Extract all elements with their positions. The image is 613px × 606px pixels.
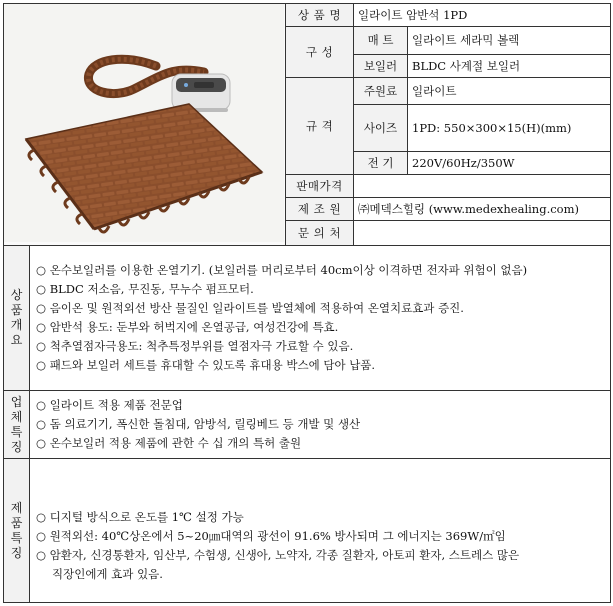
list-item: ○ BLDC 저소음, 무진동, 무누수 펌프모터. — [36, 282, 254, 296]
section-product-features-body — [30, 459, 611, 603]
list-item: ○ 일라이트 적용 제품 전문업 — [36, 398, 183, 412]
spec-material-value: 일라이트 — [408, 77, 611, 105]
list-item-continuation: 직장인에게 효과 있음. — [52, 566, 163, 581]
spec-power-value: 220V/60Hz/350W — [408, 152, 611, 175]
spec-label: 규 격 — [286, 77, 354, 175]
product-name-label: 상 품 명 — [286, 4, 354, 27]
product-photo — [4, 4, 284, 242]
composition-label: 구 성 — [286, 27, 354, 78]
section-product-features-title: 제 품 특 징 — [4, 459, 30, 603]
spec-material-label: 주원료 — [354, 77, 408, 105]
product-photo-cell — [4, 4, 286, 246]
product-name-value: 일라이트 암반석 1PD — [354, 4, 611, 27]
list-item: ○ 돔 의료기기, 폭신한 돌침대, 암방석, 릴링베드 등 개발 및 생산 — [36, 417, 361, 431]
list-item: ○ 디지털 방식으로 온도를 1℃ 설정 가능 — [36, 509, 244, 524]
section-company-features-title: 업 체 특 징 — [4, 391, 30, 459]
contact-label: 문 의 처 — [286, 221, 354, 246]
price-label: 판매가격 — [286, 175, 354, 198]
section-product-overview-body — [30, 246, 611, 391]
section-company-features-body — [30, 391, 611, 459]
section-product-overview-title: 상 품 개 요 — [4, 246, 30, 391]
composition-boiler-value: BLDC 사계절 보일러 — [408, 54, 611, 77]
composition-mat-value: 일라이트 세라믹 볼렉 — [408, 27, 611, 55]
list-item: ○ 온수보일러 적용 제품에 관한 수 십 개의 특허 출원 — [36, 436, 302, 450]
list-item: ○ 원적외선: 40℃상온에서 5~20㎛대역의 광선이 91.6% 방사되며 그 에너지는 369W/㎡임 — [36, 528, 506, 543]
contact-value — [354, 221, 611, 246]
list-item: ○ 암환자, 신경통환자, 임산부, 수험생, 신생아, 노약자, 각종 질환자, 아토피 환자, 스트레스 많은 — [36, 547, 520, 562]
list-item: ○ 패드와 보일러 세트를 휴대할 수 있도록 휴대용 박스에 담아 납품. — [36, 358, 376, 372]
list-item: ○ 척추열점자극용도: 척추특정부위를 열점자극 가료할 수 있음. — [36, 339, 354, 353]
list-item: ○ 암반석 용도: 둔부와 허벅지에 온열공급, 여성건강에 특효. — [36, 320, 339, 334]
composition-mat-label: 매 트 — [354, 27, 408, 55]
composition-boiler-label: 보일러 — [354, 54, 408, 77]
maker-value: ㈜메덱스힐링 (www.medexhealing.com) — [354, 198, 611, 221]
spec-table — [3, 3, 611, 603]
spec-size-value: 1PD: 550×300×15(H)(mm) — [408, 105, 611, 152]
spec-size-label: 사이즈 — [354, 105, 408, 152]
maker-label: 제 조 원 — [286, 198, 354, 221]
price-value — [354, 175, 611, 198]
list-item: ○ 음이온 및 원적외선 방산 물질인 일라이트를 발열체에 적용하여 온열치료효과 증진. — [36, 301, 464, 315]
spec-power-label: 전 기 — [354, 152, 408, 175]
list-item: ○ 온수보일러를 이용한 온열기기. (보일러를 머리로부터 40cm이상 이격하면 전자파 위험이 없음) — [36, 263, 528, 277]
